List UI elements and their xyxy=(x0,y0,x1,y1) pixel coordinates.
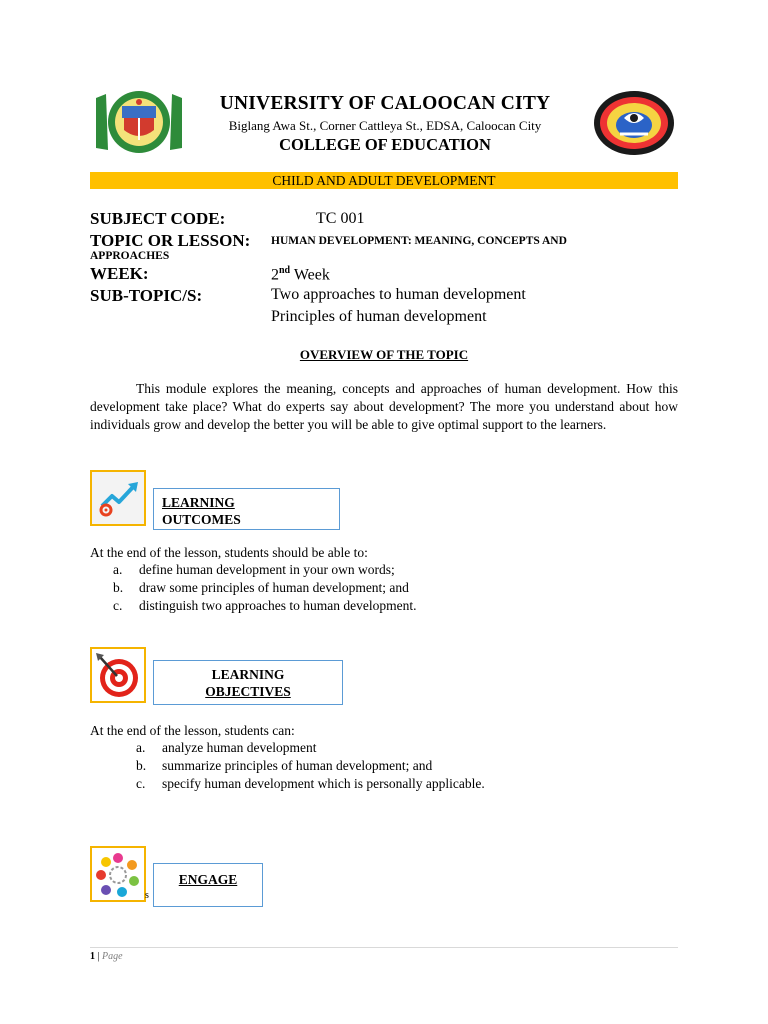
topic-value: HUMAN DEVELOPMENT: MEANING, CONCEPTS AND xyxy=(271,235,567,247)
week-value: 2nd Week xyxy=(271,265,330,284)
subject-code-value: TC 001 xyxy=(316,210,365,227)
college-name: COLLEGE OF EDUCATION xyxy=(279,135,491,154)
university-address: Biglang Awa St., Corner Cattleya St., EDSA, Caloocan City xyxy=(228,118,542,133)
overview-paragraph: This module explores the meaning, concepts and approaches of human development. How this development take place? What do experts say about development? The more you understand about how individuals grow and develop the better you will be able to give optimal support to the learners. xyxy=(90,381,678,432)
list-item: b. summarize principles of human development; and xyxy=(136,758,433,773)
outcomes-list xyxy=(113,561,416,615)
subtopic-label: SUB-TOPIC/S: xyxy=(90,286,203,305)
subject-code-label: SUBJECT CODE: xyxy=(90,209,226,228)
list-item: c. specify human development which is personally applicable. xyxy=(136,776,485,791)
footer-divider xyxy=(90,947,678,948)
objectives-intro: At the end of the lesson, students can: xyxy=(90,723,295,738)
college-education-logo xyxy=(590,88,678,158)
stray-character: s xyxy=(145,890,149,901)
objectives-list xyxy=(136,739,485,793)
course-title-banner: CHILD AND ADULT DEVELOPMENT xyxy=(90,172,678,189)
university-name: UNIVERSITY OF CALOOCAN CITY xyxy=(219,93,551,114)
engage-title: ENGAGE xyxy=(153,863,263,907)
list-item: b. draw some principles of human development; and xyxy=(113,580,409,595)
topic-value-continued: APPROACHES xyxy=(90,250,170,262)
growth-chart-icon xyxy=(90,470,146,526)
list-item: a. analyze human development xyxy=(136,740,317,755)
overview-heading: OVERVIEW OF THE TOPIC xyxy=(299,347,469,362)
list-item: a. define human development in your own words; xyxy=(113,562,395,577)
topic-label: TOPIC OR LESSON: xyxy=(90,231,251,250)
learning-objectives-title: LEARNING OBJECTIVES xyxy=(153,660,343,705)
university-seal-logo xyxy=(92,90,186,154)
page-footer: 1 | Page xyxy=(90,951,123,962)
people-circle-icon xyxy=(90,846,146,902)
target-dart-icon xyxy=(90,647,146,703)
subtopic-item: Two approaches to human development xyxy=(271,286,526,303)
list-item: c. distinguish two approaches to human development. xyxy=(113,598,417,613)
week-label: WEEK: xyxy=(90,264,149,283)
outcomes-intro: At the end of the lesson, students should be able to: xyxy=(90,545,368,560)
subtopic-item: Principles of human development xyxy=(271,308,487,325)
learning-outcomes-title: LEARNING OUTCOMES xyxy=(153,488,340,530)
